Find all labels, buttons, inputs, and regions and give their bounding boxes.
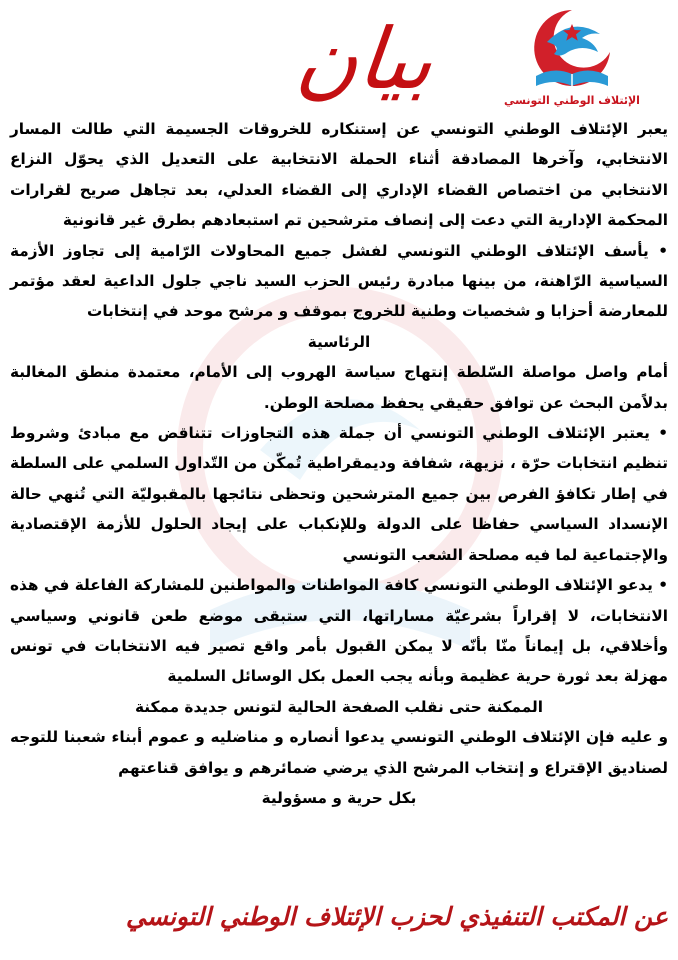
paragraph-authority: أمام واصل مواصلة السّلطة إنتهاج سياسة الهروب إلى الأمام، معتمدة منطق المغالبة بدلاًمن البحث عن توافق حقيقي يحفظ مصلحة الوطن. bbox=[10, 363, 668, 412]
statement-body bbox=[10, 114, 668, 813]
paragraph-presidential: الرئاسية bbox=[307, 332, 371, 351]
paragraph-bullet-violations: • يعتبر الإئتلاف الوطني التونسي أن جملة هذه التجاوزات تتناقض مع مبادئ وشروط تنظيم انتخابات حرّة ، نزيهة، شفافة وديمقراطية تُمكّن من التّداول السلمي على السلطة في إطار تكافؤ الفرص بين جميع المترشحين وتحظى نتائجها بالمقبوليّة التي تُنهي حالة الإنسداد السياسي حفاظا على الدولة وللإنكباب على إيجاد الحلول للأزمة الإقتصادية والإجتماعية لما فيه مصلحة الشعب التونسي bbox=[10, 424, 668, 564]
paragraph-intro: يعبر الإئتلاف الوطني التونسي عن إستنكاره للخروقات الجسيمة التي طالت المسار الانتخابي، وآخرها المصادقة أثناء الحملة الانتخابية على التعديل الذي يحوّل النزاع الانتخابي من اختصاص القضاء الإداري إلى القضاء العدلي، بعد تجاهل صريح لقرارات المحكمة الإدارية التي دعت إلى إنصاف مترشحين تم استبعادهم بطرق غير قانونية bbox=[10, 120, 668, 230]
signature: عن المكتب التنفيذي لحزب الإئتلاف الوطني التونسي bbox=[125, 902, 668, 931]
dolphin-crescent-icon bbox=[502, 2, 642, 94]
paragraph-closing: بكل حرية و مسؤولية bbox=[261, 788, 417, 807]
paragraph-new-tunisia: الممكنة حتى نقلب الصفحة الحالية لتونس جديدة ممكنة bbox=[134, 697, 544, 716]
page-title: بيان bbox=[291, 10, 439, 108]
paragraph-conclusion: و عليه فإن الإئتلاف الوطني التونسي يدعوا أنصاره و مناضليه و عموم أبناء شعبنا للتوجه لصناديق الإقتراع و إنتخاب المرشح الذي يرضي ضمائرهم و يوافق قناعتهم bbox=[10, 728, 668, 777]
party-logo bbox=[502, 2, 642, 114]
logo-org-name: الإئتلاف الوطني التونسي bbox=[504, 94, 640, 107]
paragraph-bullet-regret: • يأسف الإئتلاف الوطني التونسي لفشل جميع المحاولات الرّامية إلى تجاوز الأزمة السياسية الرّاهنة، من بينها مبادرة رئيس الحزب السيد ناجي جلول الداعية لعقد مؤتمر للمعارضة أحزابا و شخصيات وطنية للخروج بموقف و مرشح موحد في إنتخابات bbox=[10, 241, 668, 321]
paragraph-bullet-call: • يدعو الإئتلاف الوطني التونسي كافة المواطنات والمواطنين للمشاركة الفاعلة في هذه الانتخابات، لا إقراراً بشرعيّة مساراتها، التي ستبقى موضع طعن قانوني وسياسي وأخلاقي، بل إيماناً منّا بأنّه لا يمكن القبول بأمر واقع تصير فيه الانتخابات في تونس مهزلة بعد ثورة حرية عظيمة وبأنه يجب العمل بكل الوسائل السلمية bbox=[10, 576, 668, 686]
